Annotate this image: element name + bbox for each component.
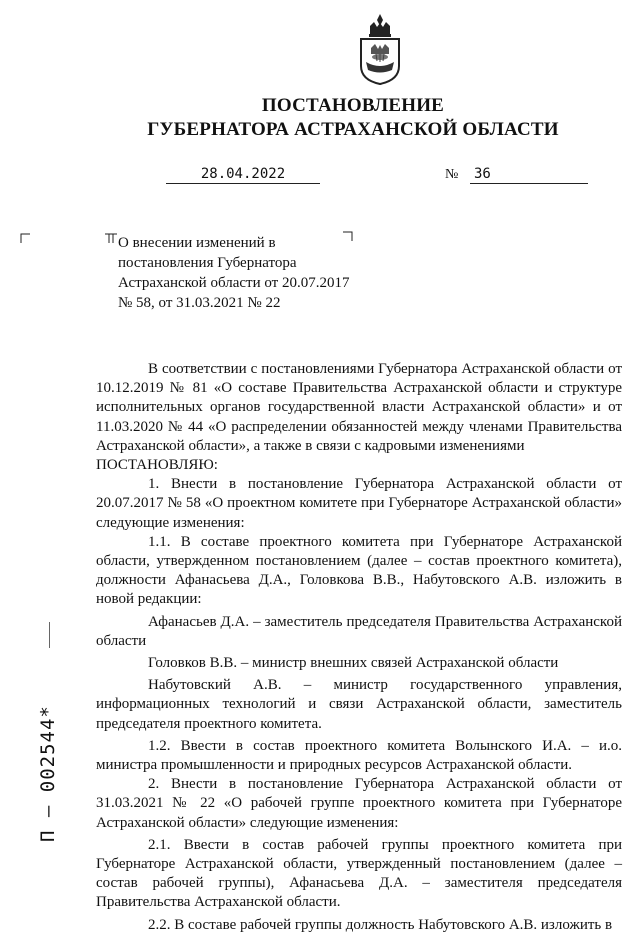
number-sign: № [445,167,459,182]
body-paragraph: 1.2. Ввести в состав проектного комитета Волынского И.А. – и.о. министра промышленности и природных ресурсов Астраханской области. [96,737,622,774]
body-paragraph: Головков В.В. – министр внешних связей Астраханской области [148,655,559,672]
number-underline [470,183,588,184]
document-number: 36 [474,166,491,182]
body-paragraph: 2.2. В составе рабочей группы должность Набутовского А.В. изложить в [148,916,613,933]
body-paragraph: 2. Внести в постановление Губернатора Астраханской области от 31.03.2021 № 22 «О рабочей группе проектного комитета при Губернаторе Астраханской области» следующие изменения: [96,776,622,831]
body-paragraph: 2.1. Ввести в состав рабочей группы проектного комитета при Губернаторе Астраханской области, утвержденный постановлением (далее – состав рабочей группы), Афанасьева Д.А. – заместителя председателя Правительства Астраханской области. [96,836,622,911]
body-paragraph: ПОСТАНОВЛЯЮ: [96,457,218,474]
corner-mark-subject-left [104,233,118,243]
body-paragraph: В соответствии с постановлениями Губернатора Астраханской области от 10.12.2019 № 81 «О составе Правительства Астраханской области и структуре исполнительных органов государственной власти Астраханской области» и от 11.03.2020 № 44 «О распределении обязанностей между членами Правительства Астраханской области», а также в связи с кадровыми изменениями [96,361,622,454]
document-issuer: ГУБЕРНАТОРА АСТРАХАНСКОЙ ОБЛАСТИ [147,119,559,140]
date-underline [166,183,320,184]
document-date: 28.04.2022 [200,166,286,182]
body-paragraph: Набутовский А.В. – министр государственного управления, информационных технологий и связи Астраханской области, заместитель председателя проектного комитета. [96,677,622,732]
body-paragraph: 1. Внести в постановление Губернатора Астраханской области от 20.07.2017 № 58 «О проектном комитете при Губернаторе Астраханской области» следующие изменения: [96,476,622,531]
margin-tick [49,622,50,648]
body-paragraph: 1.1. В составе проектного комитета при Губернаторе Астраханской области, утвержденном постановлением (далее – состав проектного комитета), должности Афанасьева Д.А., Головкова В.В., Набутовского А.В. изложить в новой редакции: [96,533,622,608]
serial-number: П – 002544* [37,705,59,842]
coat-of-arms-icon [357,12,403,86]
corner-mark-left [20,233,30,243]
document-title: ПОСТАНОВЛЕНИЕ [261,95,445,116]
document-subject: О внесении изменений в постановления Губернатора Астраханской области от 20.07.2017 № 58, от 31.03.2021 № 22 [118,235,350,311]
body-paragraph: Афанасьев Д.А. – заместитель председателя Правительства Астраханской области [96,613,622,649]
document-body [96,360,622,935]
